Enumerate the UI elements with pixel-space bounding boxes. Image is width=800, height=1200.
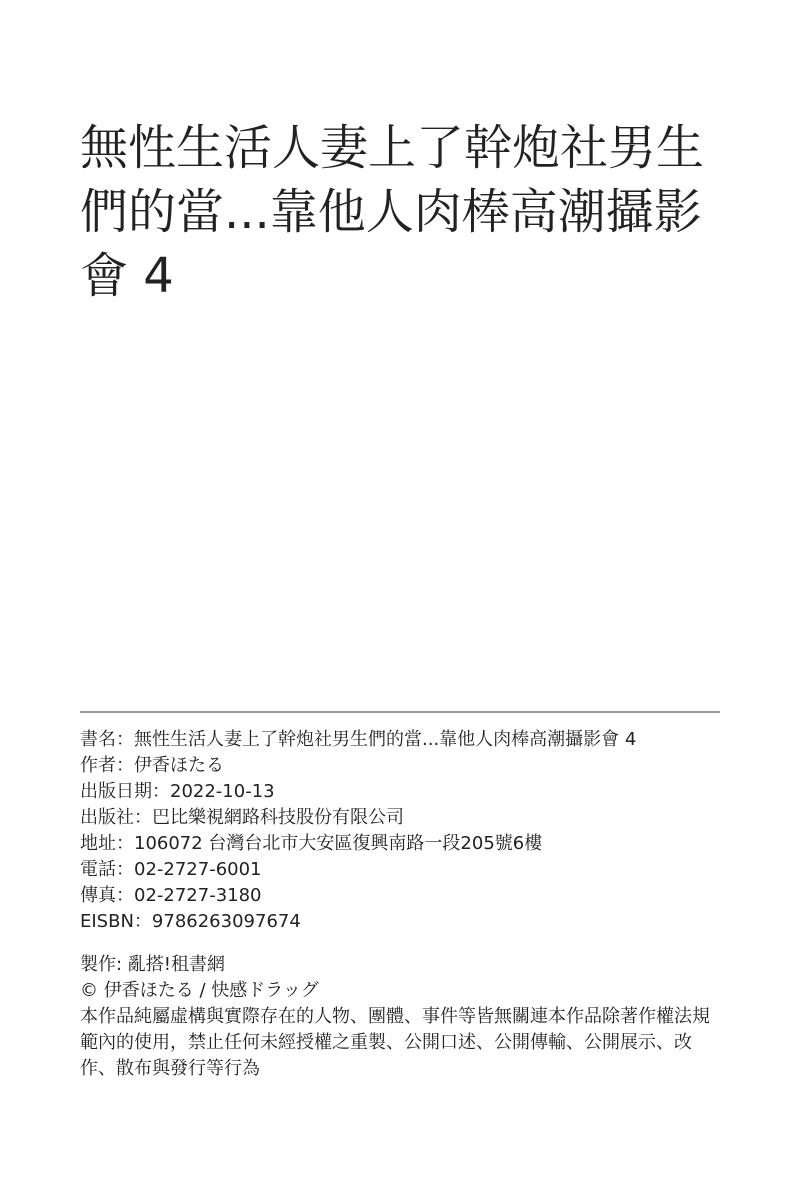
info-line-author: 作者：伊香ほたる (80, 755, 224, 776)
divider-line (80, 711, 720, 713)
legal-notice: 本作品純屬虛構與實際存在的人物、團體、事件等皆無關連本作品除著作權法規範內的使用，禁止任何未經授權之重製、公開口述、公開傳輸、公開展示、改作、散布與發行等行為 (80, 1006, 710, 1079)
info-line-address: 地址：106072 台灣台北市大安區復興南路一段205號6樓 (80, 833, 543, 854)
info-line-eisbn: EISBN：9786263097674 (80, 911, 301, 932)
production-info (80, 952, 720, 1082)
info-line-publish-date: 出版日期：2022-10-13 (80, 781, 275, 802)
production-credit-line: 製作: 亂搭!租書網 (80, 954, 226, 975)
publication-info (80, 727, 720, 935)
info-line-phone: 電話：02-2727-6001 (80, 859, 262, 880)
book-title: 無性生活人妻上了幹炮社男生們的當...靠他人肉棒高潮攝影會 4 (80, 120, 705, 304)
info-line-fax: 傳真：02-2727-3180 (80, 885, 262, 906)
info-line-book-name: 書名：無性生活人妻上了幹炮社男生們的當...靠他人肉棒高潮攝影會 4 (80, 729, 637, 750)
copyright-line: © 伊香ほたる / 快感ドラッグ (80, 980, 319, 1001)
info-line-publisher: 出版社：巴比樂視網路科技股份有限公司 (80, 807, 404, 828)
